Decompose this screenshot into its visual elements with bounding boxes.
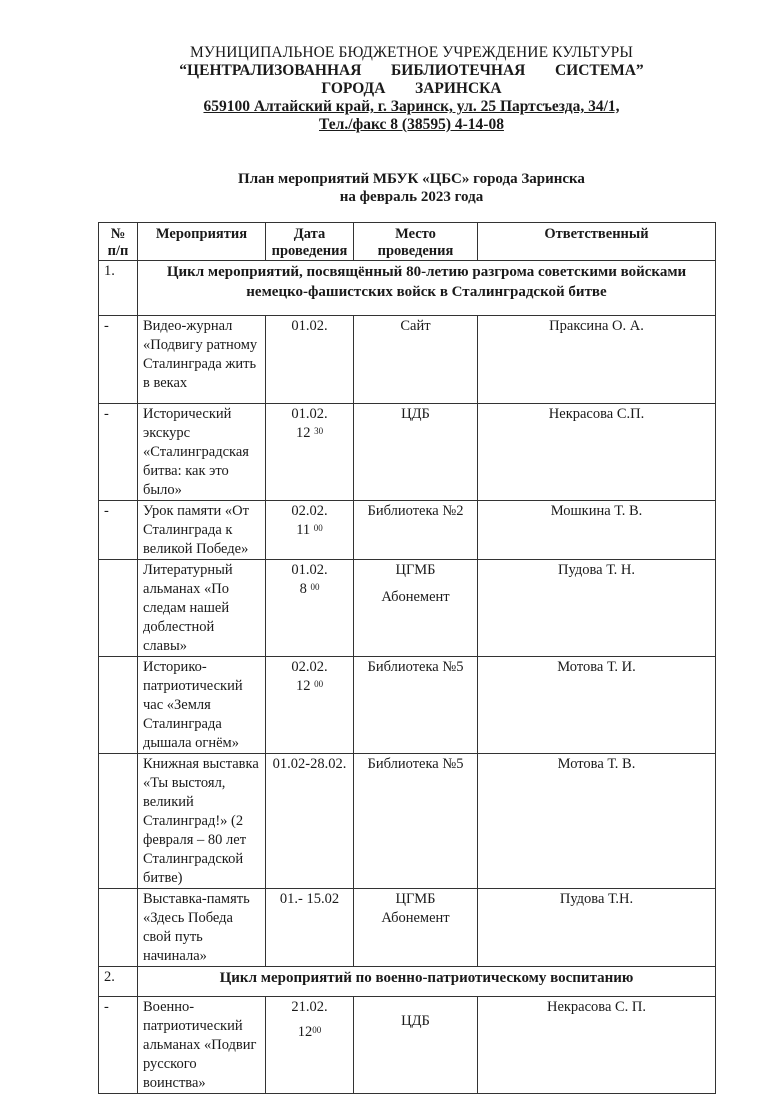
section-number: 1.: [99, 261, 138, 316]
date-text: 02.02.: [291, 659, 328, 675]
event-place: Библиотека №5: [354, 754, 478, 889]
event-responsible: Некрасова С. П.: [478, 997, 716, 1094]
time-minutes: 00: [314, 679, 324, 689]
event-name: Урок памяти «От Сталинграда к великой Победе»: [138, 501, 266, 560]
time-hour: 12: [297, 1024, 313, 1040]
header-event: Мероприятия: [138, 223, 266, 261]
event-date: [266, 501, 354, 560]
row-number: -: [99, 501, 138, 560]
event-date: [266, 657, 354, 754]
event-place: [354, 560, 478, 657]
event-responsible: Мотова Т. И.: [478, 657, 716, 754]
plan-title: [160, 170, 663, 206]
events-table: [98, 222, 716, 1094]
event-responsible: Мотова Т. В.: [478, 754, 716, 889]
event-name: Военно-патриотический альманах «Подвиг русского воинства»: [138, 997, 266, 1094]
event-responsible: Некрасова С.П.: [478, 404, 716, 501]
table-header-row: [99, 223, 716, 261]
date-text: 21.02.: [291, 999, 328, 1015]
event-place: Сайт: [354, 316, 478, 404]
table-row: [99, 754, 716, 889]
row-number: [99, 657, 138, 754]
plan-title-line2: на февраль 2023 года: [339, 189, 484, 205]
event-responsible: Пудова Т. Н.: [478, 560, 716, 657]
header-number-line2: п/п: [107, 243, 129, 259]
time: [271, 1023, 348, 1042]
date-text: 01.02.: [291, 562, 328, 578]
event-date: [266, 754, 354, 889]
date-text: 02.02.: [291, 503, 328, 519]
event-date: [266, 889, 354, 967]
table-row: [99, 889, 716, 967]
event-name: Историко-патриотический час «Земля Сталинграда дышала огнём»: [138, 657, 266, 754]
row-number: -: [99, 316, 138, 404]
org-name: “ЦЕНТРАЛИЗОВАННАЯ БИБЛИОТЕЧНАЯ СИСТЕМА”: [179, 62, 644, 79]
section-number: 2.: [99, 967, 138, 997]
table-row: [99, 997, 716, 1094]
letterhead: [150, 44, 673, 134]
place-line1: ЦДБ: [401, 1013, 430, 1029]
event-name: Литературный альманах «По следам нашей доблестной славы»: [138, 560, 266, 657]
place-line2: Абонемент: [381, 589, 450, 605]
table-row: [99, 657, 716, 754]
section-title-line2: немецко-фашистских войск в Сталинградской битве: [246, 284, 607, 300]
section-row: [99, 967, 716, 997]
place-line1: ЦГМБ: [395, 562, 436, 578]
event-place: ЦДБ: [354, 404, 478, 501]
row-number: [99, 560, 138, 657]
org-type: МУНИЦИПАЛЬНОЕ БЮДЖЕТНОЕ УЧРЕЖДЕНИЕ КУЛЬТУРЫ: [189, 44, 634, 61]
header-date: [266, 223, 354, 261]
event-place: Библиотека №5: [354, 657, 478, 754]
org-address: 659100 Алтайский край, г. Заринск, ул. 25 Партсъезда, 34/1,: [203, 98, 620, 115]
event-responsible: Пудова Т.Н.: [478, 889, 716, 967]
event-date: [266, 997, 354, 1094]
header-number: [99, 223, 138, 261]
table-row: [99, 501, 716, 560]
event-place: [354, 997, 478, 1094]
section-row: [99, 261, 716, 316]
event-name: Видео-журнал «Подвигу ратному Сталинграда жить в веках: [138, 316, 266, 404]
event-place: [354, 889, 478, 967]
row-number: [99, 754, 138, 889]
event-responsible: Праксина О. А.: [478, 316, 716, 404]
org-phone: Тел./факс 8 (38595) 4-14-08: [319, 116, 504, 133]
event-name: Книжная выставка «Ты выстоял, великий Сталинград!» (2 февраля – 80 лет Сталинградской битве): [138, 754, 266, 889]
section-title: [138, 261, 716, 316]
header-responsible: Ответственный: [478, 223, 716, 261]
header-place: Место проведения: [354, 223, 478, 261]
section-title-line1: Цикл мероприятий, посвящённый 80-летию разгрома советскими войсками: [166, 264, 687, 280]
header-date-line1: Дата: [293, 226, 326, 242]
org-city: ГОРОДА ЗАРИНСКА: [321, 80, 502, 97]
table-row: [99, 316, 716, 404]
date-text: 01.02-28.02.: [272, 756, 347, 772]
section-title: Цикл мероприятий по военно-патриотическому воспитанию: [138, 967, 716, 997]
place-line1: ЦГМБ: [395, 891, 436, 907]
date-text: 01.- 15.02: [279, 891, 340, 907]
table-row: [99, 560, 716, 657]
time-hour: 12: [295, 678, 315, 694]
event-date: [266, 404, 354, 501]
event-responsible: Мошкина Т. В.: [478, 501, 716, 560]
event-name: Выставка-память «Здесь Победа свой путь начинала»: [138, 889, 266, 967]
event-place: Библиотека №2: [354, 501, 478, 560]
row-number: -: [99, 997, 138, 1094]
time-hour: 11: [296, 522, 314, 538]
event-date: [266, 560, 354, 657]
event-name: Исторический экскурс «Сталинградская битва: как это было»: [138, 404, 266, 501]
time-hour: 12: [295, 425, 315, 441]
time-minutes: 00: [312, 1025, 322, 1035]
time-minutes: 00: [313, 523, 323, 533]
row-number: [99, 889, 138, 967]
table-row: [99, 404, 716, 501]
time-hour: 8: [299, 581, 311, 597]
row-number: -: [99, 404, 138, 501]
date-text: 01.02.: [291, 318, 328, 334]
date-text: 01.02.: [291, 406, 328, 422]
time-minutes: 00: [310, 582, 320, 592]
event-date: [266, 316, 354, 404]
plan-title-line1: План мероприятий МБУК «ЦБС» города Заринска: [238, 171, 585, 187]
place-line2: Абонемент: [381, 910, 450, 926]
header-number-line1: №: [110, 226, 126, 242]
time-minutes: 30: [314, 426, 324, 436]
header-date-line2: проведения: [271, 243, 348, 259]
